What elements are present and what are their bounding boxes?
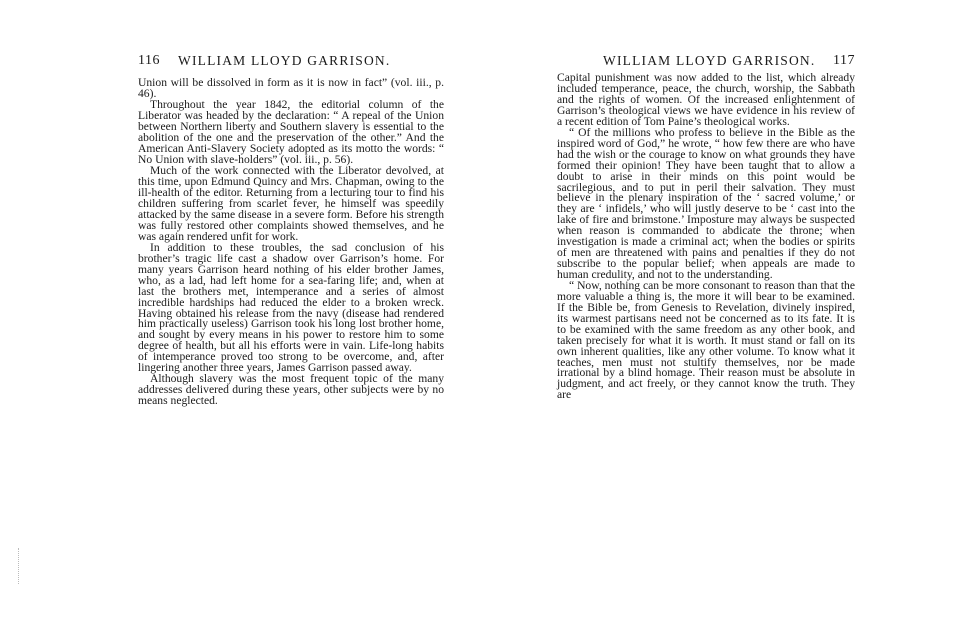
right-running-title: WILLIAM LLOYD GARRISON.: [603, 53, 816, 68]
left-page-body: [138, 78, 444, 407]
right-page: [557, 0, 855, 401]
paragraph: Much of the work connected with the Liberator devolved, at this time, upon Edmund Quincy and Mrs. Chapman, owing to the ill-health of the editor. Returning from a lecturing tour to find his children suffering from scarlet fever, he himself was speedily attacked by the same disease in a severe form. Before his strength was fully restored other complaints showed themselves, and he was again rendered unfit for work.: [138, 164, 444, 243]
paragraph: Capital punishment was now added to the list, which already included temperance, peace, the church, worship, the Sabbath and the rights of women. Of the increased enlightenment of Garrison’s theological views we have evidence in his review of a recent edition of Tom Paine’s theological works.: [557, 71, 855, 128]
left-running-title: WILLIAM LLOYD GARRISON.: [178, 53, 391, 68]
right-page-number: 117: [833, 53, 855, 68]
margin-binding-marks: [18, 548, 21, 584]
left-page-header: [138, 53, 444, 73]
right-page-body: [557, 73, 855, 401]
paragraph: “ Of the millions who profess to believe in the Bible as the inspired word of God,” he wrote, “ how few there are who have had the wish or the courage to know on what grounds they have formed their opinion! They have been taught that to allow a doubt to arise in their minds on this point would be sacrilegious, and to put in peril their salvation. They must believe in the plenary inspiration of the ‘ sacred volume,’ or they are ‘ infidels,’ who will justly deserve to be ‘ cast into the lake of fire and brimstone.’ Imposture may always be suspected when reason is commanded to abdicate the throne; when investigation is made a criminal act; when the bodies or spirits of men are threatened with pains and penalties if they do not subscribe to the popular belief; when appeals are made to human credulity, and not to the understanding.: [557, 126, 855, 281]
right-page-header: [557, 53, 855, 73]
paragraph: “ Now, nothing can be more consonant to reason than that the more valuable a thing is, the more it will bear to be examined. If the Bible be, from Genesis to Revelation, divinely inspired, its warmest partisans need not be concerned as to its fate. It is to be examined with the same freedom as any other book, and taken precisely for what it is worth. It must stand or fall on its own inherent qualities, like any other volume. To know what it teaches, men must not stultify themselves, nor be made irrational by a blind homage. Their reason must be absolute in judgment, and act freely, or they cannot know the truth. They are: [557, 279, 855, 402]
paragraph: In addition to these troubles, the sad conclusion of his brother’s tragic life cast a shadow over Garrison’s home. For many years Garrison heard nothing of his elder brother James, who, as a lad, had left home for a sea-faring life; and, when at last the brothers met, intemperance and a series of almost incredible hardships had reduced the elder to a broken wreck. Having obtained his release from the navy (disease had rendered him practically useless) Garrison took his long lost brother home, and sought by every means in his power to restore him to some degree of health, but all his efforts were in vain. Life-long habits of intemperance proved too strong to be overcome, and, after lingering another three years, James Garrison passed away.: [138, 241, 444, 375]
paragraph: Union will be dissolved in form as it is now in fact” (vol. iii., p. 46).: [138, 76, 444, 100]
paragraph: Throughout the year 1842, the editorial column of the Liberator was headed by the declaration: “ A repeal of the Union between Northern liberty and Southern slavery is essential to the abolition of the one and the preservation of the other.” And the American Anti-Slavery Society adopted as its motto the words: “ No Union with slave-holders” (vol. iii., p. 56).: [138, 98, 444, 166]
left-page-number: 116: [138, 53, 160, 68]
left-page: [138, 0, 444, 407]
paragraph: Although slavery was the most frequent topic of the many addresses delivered during these years, other subjects were by no means neglected.: [138, 372, 444, 408]
